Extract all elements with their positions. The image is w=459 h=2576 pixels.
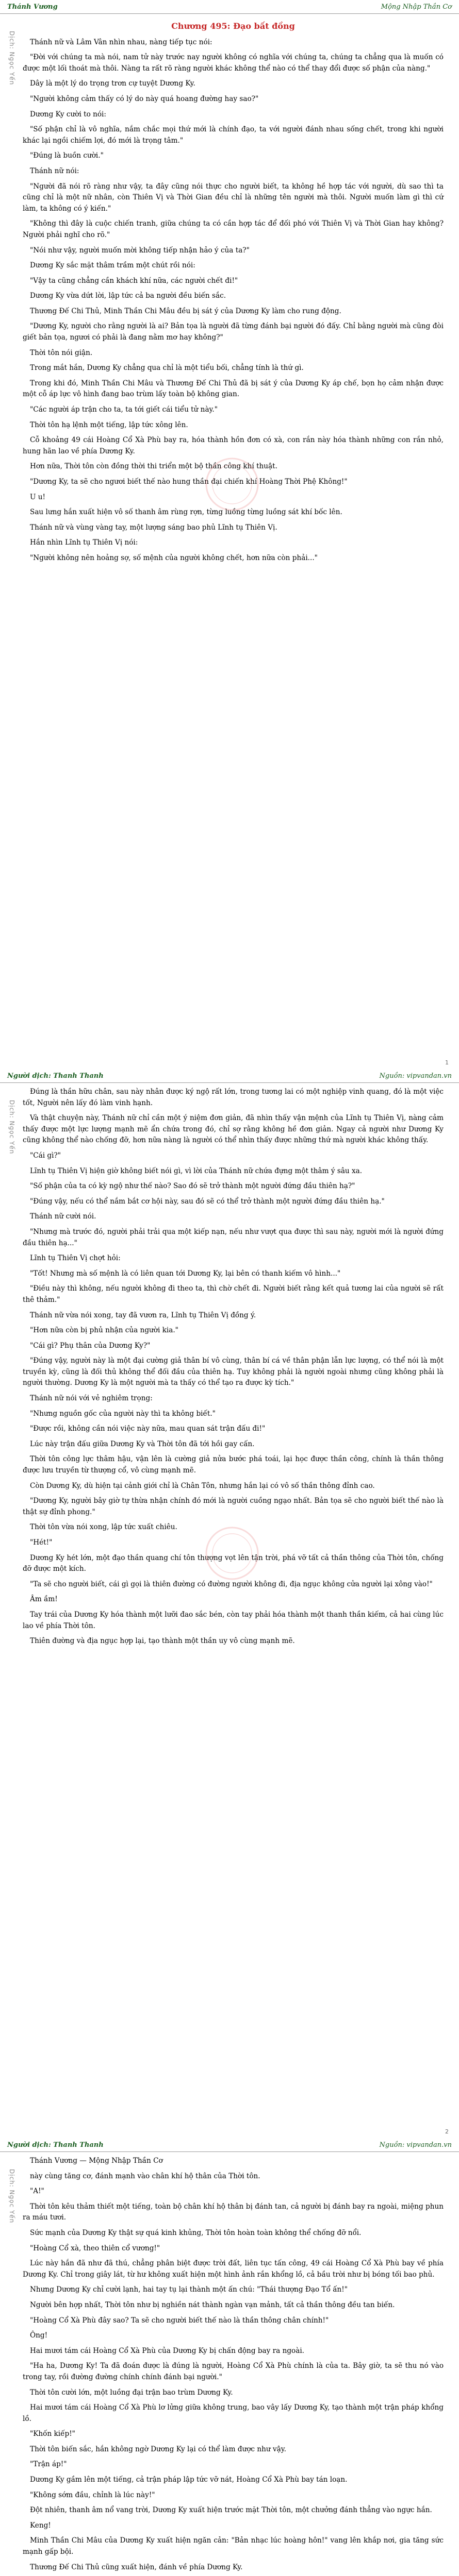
- paragraph: "Không thì đây là cuộc chiến tranh, giữa chúng ta có cần hợp tác để đối phó với Thiên Vị và Thời Gian hay không? Người phải nghĩ cho rõ.": [23, 219, 444, 239]
- paragraph: Thương Đế Chi Thủ, Minh Thần Chi Mâu đều bị sát ý của Dương Ky làm cho rung động.: [30, 307, 341, 315]
- paragraph: Thánh nữ nói:: [30, 166, 79, 175]
- paragraph: "Không sớm đầu, chỉnh là lúc này!": [30, 2490, 155, 2499]
- paragraph: Người bên hợp nhất, Thời tôn như bị nghiền nát thành ngàn vạn mảnh, tất cả thần thông đều tan biến.: [30, 2300, 395, 2309]
- paragraph: Trong mắt hắn, Dương Ky chẳng qua chỉ là một tiểu bối, chẳng tính là thứ gì.: [30, 364, 304, 372]
- paragraph: Thời tôn nói giận.: [30, 348, 93, 357]
- paragraph: Và thật chuyện này, Thánh nữ chỉ cần một ý niệm đơn giản, đã nhìn thấy vận mệnh của Lĩnh tụ Thiên Vị, nàng cảm thấy được một lực lượng mạnh mẽ ẩn chứa trong đó, chỉ sợ rằng không hề đơn giản. Ngay cả người như Dương Ky cũng không thể nào chống đỡ, hơn nữa nàng là người có thể nhìn thấy được những thứ mà người khác không thấy.: [23, 1114, 444, 1145]
- paragraph: Đột nhiên, thanh âm nổ vang trời, Dương Ky xuất hiện trước mặt Thời tôn, một chưởng đánh thẳng vào ngực hắn.: [30, 2506, 432, 2515]
- paragraph: Ông!: [30, 2331, 48, 2340]
- paragraph: "Dương Ky, người cho rằng người là ai? Bản tọa là người đã từng đánh bại người đó đấy. Chỉ bằng người mà cũng đòi giết bản tọa, ngươi có phải là đang nằm mơ hay không?": [23, 322, 444, 342]
- paragraph: Dương Ky cười to nói:: [30, 110, 106, 118]
- paragraph: "Ta sẽ cho người biết, cái gì gọi là thiên đường có đường người không đi, địa ngục không cửa người lại xông vào!": [30, 1580, 433, 1588]
- paragraph: Tay trái của Dương Ky hóa thành một lưỡi đao sắc bén, còn tay phải hóa thành một thanh thần kiếm, cả hai cùng lúc lao về phía Thời tôn.: [23, 1610, 444, 1630]
- page-header: [0, 0, 459, 14]
- paragraph: "Đời với chúng ta mà nói, nam tử này trước nay người không có nghĩa với chúng ta, chúng ta chẳng qua là muốn có được một lối thoát mà thôi. Nàng ta rất rõ ràng người khác không thể nào có thể thay đổi được số phận của nàng.": [23, 53, 444, 73]
- paragraph: Đúng là thần hữu chân, sau này nhân được ký ngộ rất lớn, trong tương lai có một nghiệp vinh quang, đó là một việc tốt, Người nên lấy đó làm vinh hạnh.: [23, 1088, 444, 1107]
- paragraph: Hai mươi tám cái Hoàng Cổ Xà Phù lơ lửng giữa không trung, bao vây lấy Dương Ky, tạo thành một trận pháp khổng lồ.: [23, 2403, 444, 2423]
- side-watermark-text: Dịch: Ngọc Yến: [8, 1100, 15, 1155]
- paragraph: "Điều này thì không, nếu người không đi theo ta, thì chờ chết đi. Người biết rằng kết quả tương lai của người sẽ rất thê thảm.": [23, 1284, 444, 1304]
- paragraph: "Số phận của ta có kỳ ngộ như thế nào? Sao đó sẽ trở thành một người đứng đầu thiên hạ?": [30, 1182, 355, 1191]
- chapter-content: [23, 2156, 444, 2576]
- paragraph: "Trận áp!": [30, 2460, 67, 2469]
- paragraph: "Người không cảm thấy có lý do này quá hoang đường hay sao?": [30, 94, 259, 103]
- paragraph: Còn Dương Ky, dù hiện tại cảnh giới chỉ là Chân Tôn, nhưng hắn lại có vô số thần thông đỉnh cao.: [30, 1481, 375, 1490]
- paragraph: "Người không nên hoảng sợ, số mệnh của người không chết, hơn nữa còn phải...": [30, 553, 318, 562]
- paragraph: "Được rồi, không cần nói việc này nữa, mau quan sát trận đấu đi!": [30, 1425, 266, 1433]
- source-credit: Nguồn: vipvandan.vn: [379, 1072, 452, 1080]
- paragraph: Thời tôn kêu thảm thiết một tiếng, toàn bộ chân khí hộ thân bị đánh tan, cả người bị đánh bay ra ngoài, miệng phun ra máu tươi.: [23, 2202, 444, 2222]
- page-2: [0, 1069, 459, 2138]
- chapter-title: Chương 495: Đạo bất đồng: [171, 21, 295, 31]
- paragraph: "Vậy ta cũng chẳng cần khách khí nữa, các người chết đi!": [30, 276, 238, 285]
- paragraph: "Khốn kiếp!": [30, 2430, 75, 2438]
- paragraph: "Các người áp trận cho ta, ta tới giết cái tiểu tử này.": [30, 405, 218, 414]
- paragraph: Lĩnh tụ Thiên Vị chợt hỏi:: [30, 1254, 121, 1263]
- paragraph: Thánh Vương — Mộng Nhập Thần Cơ: [30, 2157, 163, 2165]
- paragraph: Dương Ky sắc mặt thâm trầm một chút rồi nói:: [30, 261, 195, 270]
- paragraph: Hắn nhìn Lĩnh tụ Thiên Vị nói:: [30, 538, 138, 547]
- paragraph: "Dương Ky, người bây giờ tự thừa nhận chính đó mới là người cuồng ngạo nhất. Bản tọa sẽ cho người biết thế nào là thật sự đỉnh phong.": [23, 1497, 444, 1516]
- paragraph: Trong khi đó, Minh Thần Chi Mâu và Thương Đế Chi Thủ đã bị sát ý của Dương Ky áp chế, bọn họ cảm nhận được một cỗ áp lực vô hình đang bao trùm lấy toàn bộ không gian.: [23, 379, 444, 399]
- translator-credit: Người dịch: Thanh Thanh: [7, 1072, 104, 1080]
- paragraph: Thương Đế Chi Thủ cũng xuất hiện, đánh về phía Dương Ky.: [30, 2563, 243, 2571]
- paragraph: Cỗ khoảng 49 cái Hoàng Cổ Xà Phù bay ra, hóa thành hồn đơn có xà, con rắn này hóa thành những con rắn nhỏ, hung hãn lao về phía Dương Ky.: [23, 436, 444, 455]
- paragraph: "Nói như vậy, người muốn mời không tiếp nhận hảo ý của ta?": [30, 246, 250, 255]
- paragraph: "Đúng vậy, nếu có thể nắm bắt cơ hội này, sau đó sẽ có thể trở thành một người đứng đầu thiên hạ.": [30, 1197, 385, 1206]
- side-watermark-text: Dịch: Ngọc Yến: [8, 31, 15, 86]
- page-number: 1: [445, 1059, 449, 1066]
- paragraph: "Nhưng mà trước đó, người phải trải qua một kiếp nạn, nếu như vượt qua được thì sau này, người mới là người đứng đầu thiên hạ...": [23, 1227, 444, 1247]
- paragraph: Thánh nữ cười nói.: [30, 1212, 96, 1221]
- paragraph: này cùng tăng cơ, đánh mạnh vào chân khí hộ thân của Thời tôn.: [30, 2172, 260, 2180]
- book-title: Thánh Vương: [7, 3, 58, 11]
- paragraph: U u!: [30, 493, 45, 501]
- page-1: [0, 0, 459, 1069]
- paragraph: "Ha ha, Dương Ky! Ta đã đoán được là đúng là người, Hoàng Cổ Xà Phù chính là của ta. Bây giờ, ta sẽ thu nó vào trong tay, rồi đường đường chính chính đánh bại người.": [23, 2362, 444, 2381]
- author-name: Mộng Nhập Thần Cơ: [381, 3, 452, 11]
- paragraph: Sau lưng hắn xuất hiện vô số thanh âm rùng rợn, từng luồng từng luồng sát khí bốc lên.: [30, 508, 342, 517]
- paragraph: Thời tôn biến sắc, hắn không ngờ Dương Ky lại có thể làm được như vậy.: [30, 2445, 286, 2453]
- paragraph-list: [23, 2156, 444, 2576]
- paragraph: Lúc này hắn đã như đã thú, chẳng phân biệt được trời đất, liên tục tấn công, 49 cái Hoàng Cổ Xà Phù bay về phía Dương Ky. Chỉ trong giây lát, từ hư không xuất hiện một hình ảnh rắn khổng lồ, cả bầu trời như bị bóng tối bao phủ.: [23, 2259, 444, 2279]
- paragraph: Thánh nữ vừa nói xong, tay đã vươn ra, Lĩnh tụ Thiên Vị đồng ý.: [30, 1311, 256, 1319]
- paragraph: "Người đã nói rõ ràng như vậy, ta đây cũng nói thực cho người biết, ta không hề hợp tác với người, dù sao thì ta cũng chỉ là một nữ nhân, còn Thiên Vị và Thời Gian đều chỉ là những tên người mà thôi. Người muốn làm gì thì cứ làm, ta không có ý kiến.": [23, 182, 444, 213]
- paragraph: "Đúng là buồn cười.": [30, 151, 104, 160]
- paragraph: "Cái gì? Phụ thân của Dương Ky?": [30, 1341, 151, 1350]
- paragraph: Nhưng Dương Ky chỉ cười lạnh, hai tay tụ lại thành một ấn chú: "Thái thượng Đạo Tổ ấn!": [30, 2285, 348, 2294]
- page-header: [0, 2138, 459, 2152]
- paragraph: "Hét!": [30, 1538, 53, 1547]
- paragraph: "Tốt! Nhưng mà số mệnh là có liên quan tới Dương Ky, lại bên có thanh kiếm vô hình...": [30, 1269, 341, 1278]
- paragraph: Thánh nữ và Lâm Vân nhìn nhau, nàng tiếp tục nói:: [30, 38, 212, 46]
- translator-credit: Người dịch: Thanh Thanh: [7, 2141, 104, 2149]
- paragraph: Sức mạnh của Dương Ky thật sự quá kinh khủng, Thời tôn hoàn toàn không thể chống đỡ nổi.: [30, 2228, 362, 2237]
- paragraph: Âm ầm!: [30, 1595, 58, 1604]
- paragraph: Minh Thần Chi Mâu của Dương Ky xuất hiện ngăn cản: "Bản nhạc lúc hoàng hôn!" vang lên khắp nơi, gia tăng sức mạnh gấp bội.: [23, 2536, 444, 2556]
- paragraph: "Hơn nữa còn bị phủ nhận của người kia.": [30, 1326, 178, 1335]
- paragraph: Thời tôn cười lớn, một luồng đại trận bao trùm Dương Ky.: [30, 2388, 233, 2397]
- page-number: 2: [445, 2128, 449, 2135]
- paragraph: Dương Ky hét lớn, một đạo thần quang chí tôn thượng vọt lên tận trời, phá vỡ tất cả thần thông của Thời tôn, chống đỡ được một kích.: [23, 1553, 444, 1573]
- paragraph: "Dương Ky, ta sẽ cho ngươi biết thế nào hung thần đại chiến khí Hoàng Thời Phệ Không!": [30, 478, 348, 486]
- paragraph: Thánh nữ nói với vẻ nghiêm trọng:: [30, 1394, 153, 1403]
- paragraph: Hai mươi tám cái Hoàng Cổ Xà Phù của Dương Ky bị chấn động bay ra ngoài.: [30, 2346, 304, 2355]
- paragraph: Thời tôn vừa nói xong, lập tức xuất chiêu.: [30, 1523, 177, 1532]
- paragraph: Thiên đường và địa ngục hợp lại, tạo thành một thần uy vô cùng mạnh mẽ.: [30, 1637, 295, 1646]
- source-credit: Nguồn: vipvandan.vn: [379, 2141, 452, 2149]
- page-3: [0, 2138, 459, 2576]
- paragraph: "Hoàng Cổ xà, theo thiên cổ vương!": [30, 2244, 160, 2252]
- paragraph: "Đúng vậy, người này là một đại cường giả thân bí vô cùng, thân bí cá về thân phận lẫn lực lượng, có thể nói là một truyền kỳ, cũng là đối thủ không thể đối đầu của thiên hạ. Tuy không phải là người ngoài nhưng cũng không phải là người thường. Dương Ky là một người mà ta thấy có thể tạo ra được kỳ tích.": [23, 1357, 444, 1387]
- paragraph: Thánh nữ và vùng vàng tay, một lượng sáng bao phủ Lĩnh tụ Thiên Vị.: [30, 523, 277, 532]
- paragraph-list: [23, 1087, 444, 1647]
- paragraph: Hơn nữa, Thời tôn còn đồng thời thi triển một bộ thần công khí thuật.: [30, 462, 277, 471]
- page-header: [0, 1069, 459, 1083]
- paragraph: Dương Ky vừa dứt lời, lập tức cả ba người đều biến sắc.: [30, 292, 226, 300]
- paragraph: Keng!: [30, 2521, 51, 2530]
- paragraph: "Hoàng Cổ Xà Phù đây sao? Ta sẽ cho người biết thế nào là thần thông chân chính!": [30, 2316, 329, 2325]
- chapter-content: [23, 18, 444, 568]
- paragraph-list: [23, 37, 444, 564]
- paragraph: Thời tôn công lực thâm hậu, vận lên là cường giả nửa bước phá toái, lại học được thần công, chính là thần thông được lưu truyền từ thượng cổ, vô cùng mạnh mẽ.: [23, 1455, 444, 1475]
- paragraph: "Nhưng nguồn gốc của người này thì ta không biết.": [30, 1409, 216, 1418]
- side-watermark-text: Dịch: Ngọc Yến: [8, 2169, 15, 2224]
- paragraph: "Số phận chỉ là vô nghĩa, nắm chắc mọi thứ mới là chính đạo, ta với người đánh nhau sống chết, trong khi người khác lại ngồi chiếm lợi, đó mới là trọng tâm.": [23, 125, 444, 145]
- chapter-content: [23, 1087, 444, 1651]
- paragraph: "Cái gì?": [30, 1151, 61, 1160]
- paragraph: Lĩnh tụ Thiên Vị hiện giờ không biết nói gì, vì lời của Thánh nữ chứa đựng một thâm ý sâu xa.: [30, 1166, 363, 1175]
- paragraph: "A!": [30, 2187, 44, 2196]
- paragraph: Dương Ky gầm lên một tiếng, cả trận pháp lập tức vỡ nát, Hoàng Cổ Xà Phù bay tán loạn.: [30, 2476, 348, 2484]
- paragraph: Thời tôn hạ lệnh một tiếng, lập tức xông lên.: [30, 420, 188, 429]
- paragraph: Dây là một lý do trọng trơn cự tuyệt Dương Ky.: [30, 79, 195, 88]
- paragraph: Lúc này trận đấu giữa Dương Ky và Thời tôn đã tới hồi gay cấn.: [30, 1439, 255, 1448]
